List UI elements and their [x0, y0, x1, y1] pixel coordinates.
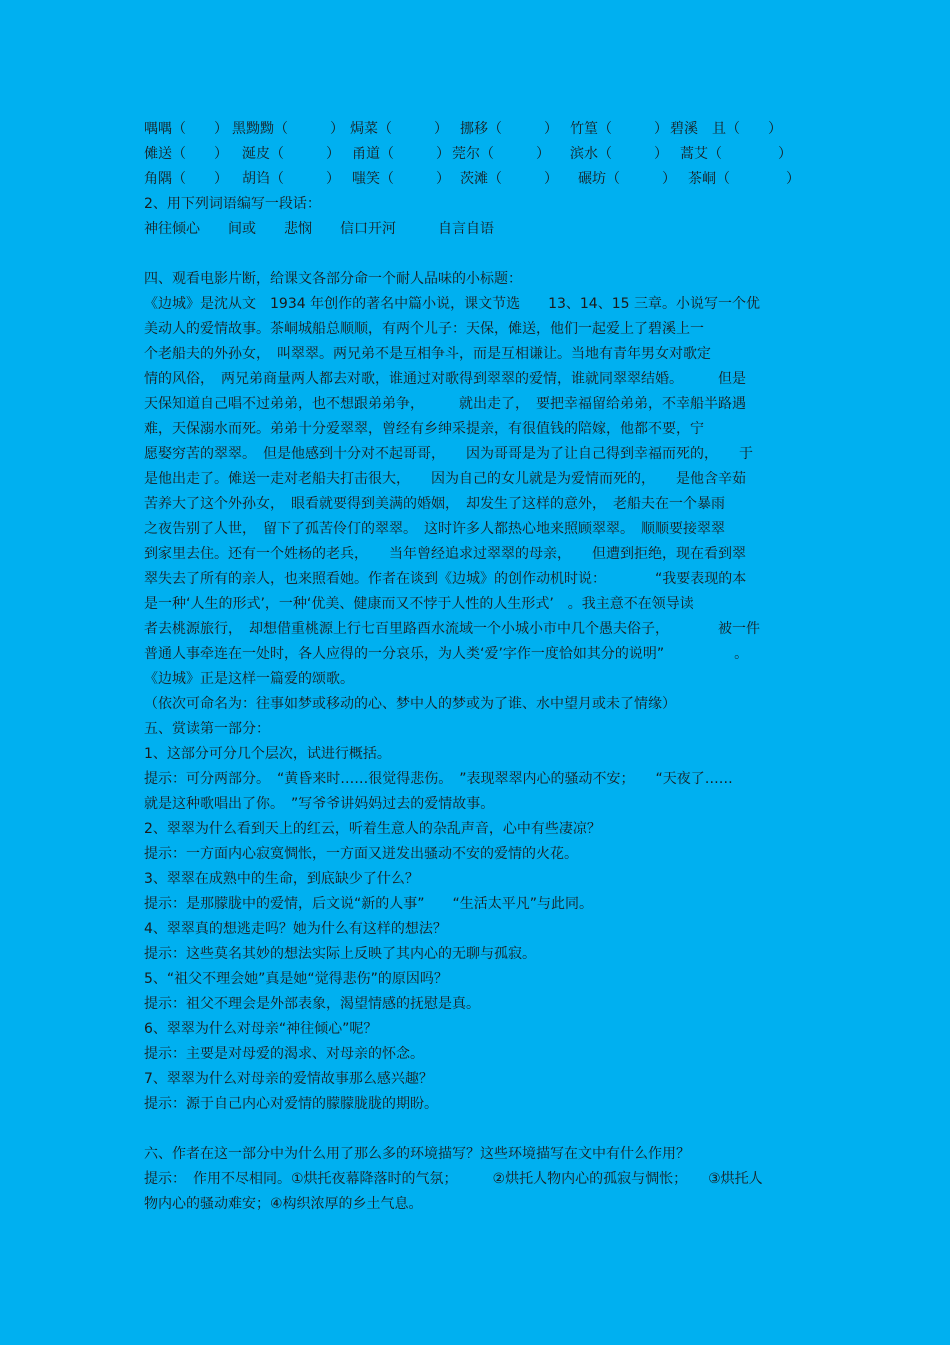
vocab-item: 竹篁（ ） — [570, 121, 668, 137]
body-line: 普通人事牵连在一处时，各人应得的一分哀乐，为人类‘爱’字作一度恰如其分的说明” 。 — [144, 646, 749, 662]
body-line: 难，天保溺水而死。弟弟十分爱翠翠，曾经有乡绅采提亲，有很值钱的陪嫁，他都不要，宁 — [144, 421, 704, 437]
question-line: 4、翠翠真的想逃走吗？她为什么有这样的想法？ — [144, 921, 447, 937]
body-line: 情的风俗， 两兄弟商量两人都去对歌，谁通过对歌得到翠翠的爱情，谁就同翠翠结婚。 但是 — [144, 371, 746, 387]
hint-line: 提示：一方面内心寂寞惆怅，一方面又迸发出骚动不安的爱情的火花。 — [144, 846, 578, 862]
vocab-item: 碧溪 且（ ） — [670, 121, 782, 137]
vocab-item: 焗菜（ ） — [350, 121, 448, 137]
body-line: 者去桃源旅行， 却想借重桃源上行七百里路酉水流域一个小城小市中几个愚夫俗子， 被一件 — [144, 621, 760, 637]
question-line: 1、这部分可分几个层次，试进行概括。 — [144, 746, 391, 762]
question-line: 5、“祖父不理会她”真是她“觉得悲伤”的原因吗？ — [144, 971, 448, 987]
vocab-item: 涎皮（ ） — [242, 146, 340, 162]
vocab-item: 滨水（ ） — [570, 146, 668, 162]
hint-line: 物内心的骚动难安；④构织浓厚的乡土气息。 — [144, 1196, 423, 1212]
vocab-item: 茨滩（ ） — [460, 171, 558, 187]
body-line: 是一种‘人生的形式’，一种‘优美、健康而又不悖于人性的人生形式’ 。我主意不在领导读 — [144, 596, 694, 612]
word-list: 神往倾心 间或 悲悯 信口开河 自言自语 — [144, 221, 494, 237]
vocab-item: 蒿艾（ ） — [680, 146, 792, 162]
hint-line: 就是这种歌唱出了你。 ”写爷爷讲妈妈过去的爱情故事。 — [144, 796, 495, 812]
section-4-heading: 四、观看电影片断，给课文各部分命一个耐人品味的小标题： — [144, 271, 522, 287]
body-line: 个老船夫的外孙女， 叫翠翠。两兄弟不是互相争斗，而是互相谦让。当地有青年男女对歌定 — [144, 346, 711, 362]
body-line: 到家里去住。还有一个姓杨的老兵， 当年曾经追求过翠翠的母亲， 但遭到拒绝，现在看到翠 — [144, 546, 746, 562]
hint-line: 提示：源于自己内心对爱情的朦朦胧胧的期盼。 — [144, 1096, 438, 1112]
vocab-item: 挪移（ ） — [460, 121, 558, 137]
body-line: 《边城》正是这样一篇爱的颂歌。 — [144, 671, 354, 687]
vocab-item: 莞尔（ ） — [452, 146, 550, 162]
body-line: 是他出走了。傩送一走对老船夫打击很大， 因为自己的女儿就是为爱情而死的， 是他含辛茹 — [144, 471, 746, 487]
body-line: 苦养大了这个外孙女， 眼看就要得到美满的婚姻， 却发生了这样的意外， 老船夫在一个暴雨 — [144, 496, 725, 512]
vocab-item: 茶峒（ ） — [688, 171, 800, 187]
question-2: 2、用下列词语编写一段话： — [144, 196, 321, 212]
question-line: 3、翠翠在成熟中的生命，到底缺少了什么？ — [144, 871, 419, 887]
vocab-item: 角隅（ ） — [144, 171, 228, 187]
vocab-item: 喁喁（ ） — [144, 121, 228, 137]
vocab-item: 黑黝黝（ ） — [232, 121, 344, 137]
body-line: 愿娶穷苦的翠翠。 但是他感到十分对不起哥哥， 因为哥哥是为了让自己得到幸福而死的， 于 — [144, 446, 753, 462]
vocab-item: 傩送（ ） — [144, 146, 228, 162]
body-line: 之夜告别了人世， 留下了孤苦伶仃的翠翠。 这时许多人都热心地来照顾翠翠。 顺顺要接翠翠 — [144, 521, 725, 537]
vocab-item: 胡诌（ ） — [242, 171, 340, 187]
body-line: 天保知道自己唱不过弟弟，也不想跟弟弟争， 就出走了， 要把幸福留给弟弟，不幸船半路遇 — [144, 396, 746, 412]
vocab-item: 碾坊（ ） — [578, 171, 676, 187]
body-line: 美动人的爱情故事。茶峒城船总顺顺，有两个儿子：天保，傩送，他们一起爱上了碧溪上一 — [144, 321, 704, 337]
hint-line: 提示：主要是对母爱的渴求、对母亲的怀念。 — [144, 1046, 424, 1062]
question-line: 7、翠翠为什么对母亲的爱情故事那么感兴趣？ — [144, 1071, 433, 1087]
body-line: 翠失去了所有的亲人，也来照看她。作者在谈到《边城》的创作动机时说： “我要表现的本 — [144, 571, 747, 587]
hint-line: 提示：这些莫名其妙的想法实际上反映了其内心的无聊与孤寂。 — [144, 946, 536, 962]
body-line: 《边城》是沈从文 1934 年创作的著名中篇小说，课文节选 13、14、15 三章。小说写一个优 — [144, 296, 760, 312]
answer-note: （依次可命名为：往事如梦或移动的心、梦中人的梦或为了谁、水中望月或未了情缘） — [144, 696, 676, 712]
hint-line: 提示：是那朦胧中的爱情，后文说“新的人事” “生活太平凡”与此同。 — [144, 896, 594, 912]
question-line: 6、翠翠为什么对母亲“神往倾心”呢？ — [144, 1021, 378, 1037]
hint-line: 提示：祖父不理会是外部表象，渴望情感的抚慰是真。 — [144, 996, 480, 1012]
hint-line: 提示： 作用不尽相同。①烘托夜幕降落时的气氛； ②烘托人物内心的孤寂与惆怅； ③烘托人 — [144, 1171, 763, 1187]
hint-line: 提示：可分两部分。 “黄昏来时……很觉得悲伤。 ”表现翠翠内心的骚动不安； “天夜了…… — [144, 771, 733, 787]
question-line: 2、翠翠为什么看到天上的红云，听着生意人的杂乱声音，心中有些凄凉？ — [144, 821, 601, 837]
vocab-item: 甬道（ ） — [352, 146, 450, 162]
vocab-item: 嗤笑（ ） — [352, 171, 450, 187]
section-6-heading: 六、作者在这一部分中为什么用了那么多的环境描写？这些环境描写在文中有什么作用？ — [144, 1146, 690, 1162]
section-5-heading: 五、赏读第一部分： — [144, 721, 270, 737]
